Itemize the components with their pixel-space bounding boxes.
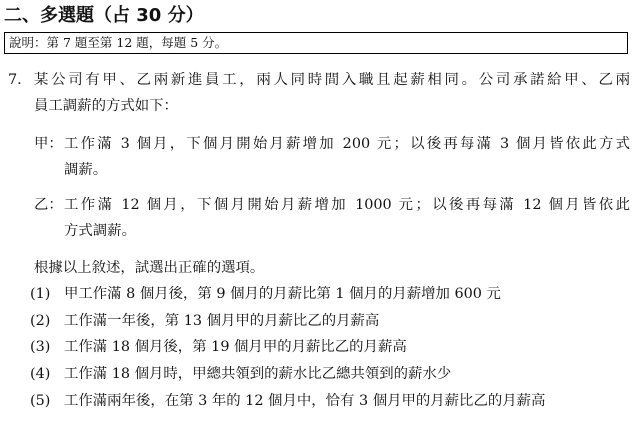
rule-a-line2: 調薪。	[64, 162, 108, 178]
rule-b-line2: 方式調薪。	[64, 223, 136, 239]
rule-a-line1: 工作滿 3 個月，下個月開始月薪增加 200 元；以後再每滿 3 個月皆依此方式	[64, 136, 630, 152]
question-prompt: 根據以上敘述，試選出正確的選項。	[34, 260, 265, 276]
option-label: (4)	[30, 366, 51, 382]
rule-b-label: 乙：	[34, 197, 63, 213]
option-text: 工作滿兩年後，在第 3 年的 12 個月中，恰有 3 個月甲的月薪比乙的月薪高	[64, 393, 546, 409]
option-label: (1)	[30, 286, 51, 302]
instructions-box: 說明：第 7 題至第 12 題，每題 5 分。	[4, 32, 628, 54]
option-text: 甲工作滿 8 個月後，第 9 個月的月薪比第 1 個月的月薪增加 600 元	[64, 286, 501, 302]
option-label: (3)	[30, 339, 51, 355]
section-title: 二、多選題（占 30 分）	[4, 5, 204, 26]
option-label: (5)	[30, 393, 51, 409]
rule-a-label: 甲：	[34, 136, 63, 152]
option-text: 工作滿一年後，第 13 個月甲的月薪比乙的月薪高	[64, 313, 380, 329]
question-number: 7.	[8, 72, 22, 88]
option-label: (2)	[30, 313, 51, 329]
option-text: 工作滿 18 個月時，甲總共領到的薪水比乙總共領到的薪水少	[64, 366, 452, 382]
rule-b-line1: 工作滿 12 個月，下個月開始月薪增加 1000 元；以後再每滿 12 個月皆依此	[64, 197, 630, 213]
question-stem-line1: 某公司有甲、乙兩新進員工，兩人同時間入職且起薪相同。公司承諾給甲、乙兩	[34, 72, 630, 88]
question-stem-line2: 員工調薪的方式如下：	[34, 98, 178, 114]
option-text: 工作滿 18 個月後，第 19 個月甲的月薪比乙的月薪高	[64, 339, 407, 355]
